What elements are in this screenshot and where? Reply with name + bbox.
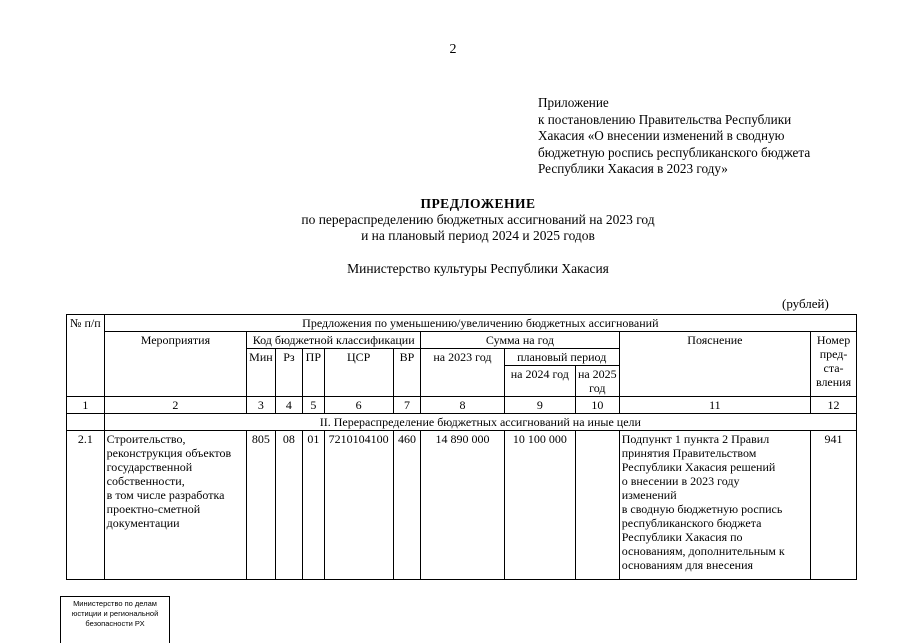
header-plan-period: плановый период xyxy=(504,349,619,366)
appendix-line: Приложение xyxy=(538,95,609,110)
stamp-line: безопасности РХ xyxy=(85,619,145,628)
explanation-line: основаниям, дополнительным к xyxy=(621,544,785,558)
activity-line: реконструкция объектов xyxy=(106,446,232,460)
units-label: (рублей) xyxy=(782,296,829,311)
col-index: 1 xyxy=(67,397,105,414)
budget-table xyxy=(66,314,857,580)
row-sum-2023: 14 890 000 xyxy=(421,431,504,580)
col-index: 12 xyxy=(811,397,857,414)
section-heading: II. Перераспределение бюджетных ассигнований на иные цели xyxy=(104,414,856,431)
row-csr: 7210104100 xyxy=(324,431,393,580)
col-index: 7 xyxy=(393,397,420,414)
explanation-line: Подпункт 1 пункта 2 Правил xyxy=(621,432,770,446)
explanation-line: принятия Правительством xyxy=(621,446,757,460)
ministry-name: Министерство культуры Республики Хакасия xyxy=(347,261,609,276)
section-empty-cell xyxy=(67,414,105,431)
header-rz: Рз xyxy=(275,349,302,397)
header-num: № п/п xyxy=(67,315,105,397)
col-index: 11 xyxy=(619,397,810,414)
stamp-line: Министерство по делам xyxy=(73,599,157,608)
document-subtitle-line2: и на плановый период 2024 и 2025 годов xyxy=(361,228,595,243)
col-index: 4 xyxy=(275,397,302,414)
row-rz: 08 xyxy=(275,431,302,580)
explanation-line: республиканского бюджета xyxy=(621,516,762,530)
col-index: 6 xyxy=(324,397,393,414)
header-csr: ЦСР xyxy=(324,349,393,397)
row-min: 805 xyxy=(247,431,276,580)
col-index: 3 xyxy=(247,397,276,414)
appendix-line: Республики Хакасия в 2023 году» xyxy=(538,161,728,176)
header-2023: на 2023 год xyxy=(421,349,504,397)
col-index: 9 xyxy=(504,397,575,414)
row-pr: 01 xyxy=(303,431,324,580)
col-index: 8 xyxy=(421,397,504,414)
header-pr: ПР xyxy=(303,349,324,397)
row-activity xyxy=(104,431,247,580)
registration-stamp xyxy=(60,596,170,643)
row-sum-2024: 10 100 000 xyxy=(504,431,575,580)
header-explanation: Пояснение xyxy=(619,332,810,397)
explanation-line: Республики Хакасия решений xyxy=(621,460,776,474)
appendix-line: Хакасия «О внесении изменений в сводную xyxy=(538,128,785,143)
page-number: 2 xyxy=(449,42,457,57)
activity-line: собственности, xyxy=(106,474,185,488)
header-activities: Мероприятия xyxy=(104,332,247,397)
explanation-line: основаниям для внесения xyxy=(621,558,754,572)
stamp-line: юстиции и региональной xyxy=(71,609,159,618)
explanation-line: в сводную бюджетную роспись xyxy=(621,502,783,516)
row-submission-number: 941 xyxy=(811,431,857,580)
col-index: 10 xyxy=(575,397,619,414)
appendix-line: бюджетную роспись республиканского бюджета xyxy=(538,144,811,160)
col-index: 5 xyxy=(303,397,324,414)
header-min: Мин xyxy=(247,349,276,397)
document-subtitle-line1: по перераспределению бюджетных ассигнований на 2023 год xyxy=(301,212,655,227)
explanation-line: изменений xyxy=(621,488,677,502)
row-vr: 460 xyxy=(393,431,420,580)
explanation-line: о внесении в 2023 году xyxy=(621,474,740,488)
header-2024: на 2024 год xyxy=(504,366,575,397)
appendix-line: к постановлению Правительства Республики xyxy=(538,111,792,127)
table-row xyxy=(67,431,857,580)
header-budget-code: Код бюджетной классификации xyxy=(247,332,421,349)
row-sum-2025 xyxy=(575,431,619,580)
activity-line: государственной xyxy=(106,460,193,474)
header-vr: ВР xyxy=(393,349,420,397)
activity-line: в том числе разработка xyxy=(106,488,225,502)
activity-line: проектно-сметной xyxy=(106,502,201,516)
row-number: 2.1 xyxy=(67,431,105,580)
row-explanation xyxy=(619,431,810,580)
document-title: ПРЕДЛОЖЕНИЕ xyxy=(420,196,536,211)
header-2025: на 2025 год xyxy=(575,366,619,397)
header-sum: Сумма на год xyxy=(421,332,619,349)
activity-line: Строительство, xyxy=(106,432,186,446)
header-submission-number: Номер пред-ста-вления xyxy=(811,332,857,397)
activity-line: документации xyxy=(106,516,180,530)
col-index: 2 xyxy=(104,397,247,414)
explanation-line: Республики Хакасия по xyxy=(621,530,743,544)
appendix-block xyxy=(538,95,810,178)
header-top: Предложения по уменьшению/увеличению бюджетных ассигнований xyxy=(104,315,856,332)
